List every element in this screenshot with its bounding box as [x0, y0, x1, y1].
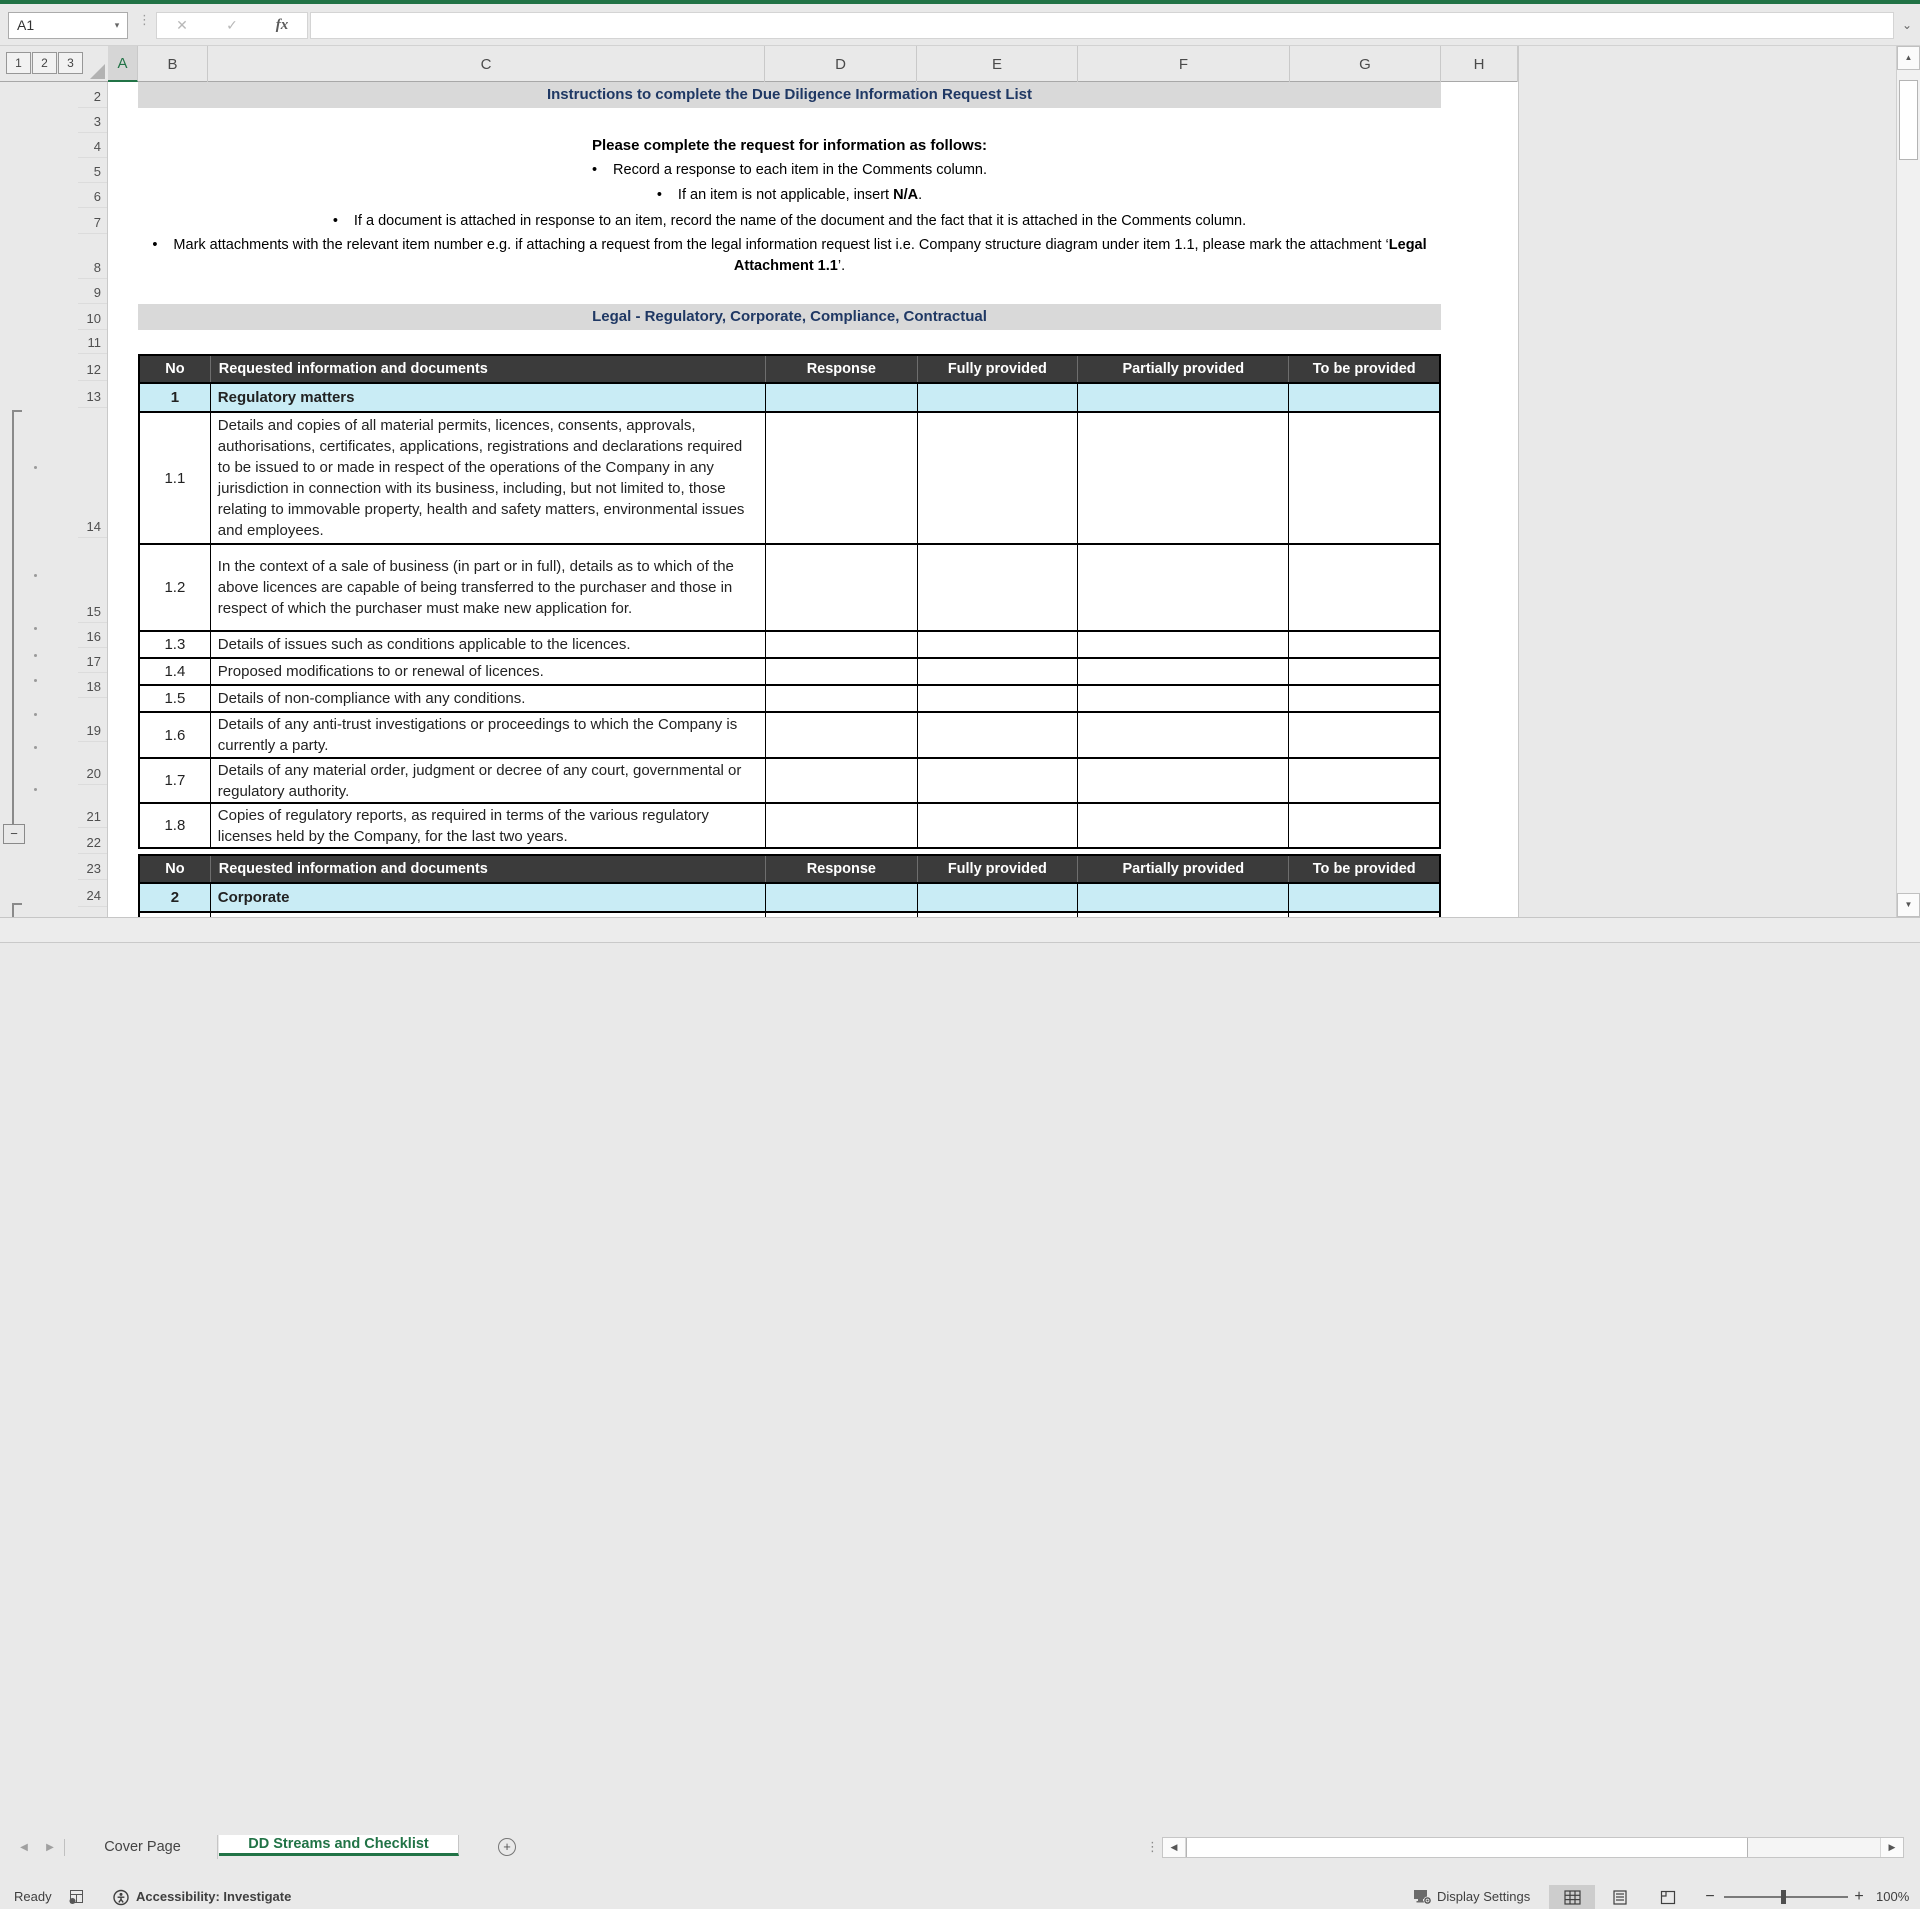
row-group-bracket-partial [12, 903, 22, 917]
legal-section-banner-cell[interactable]: Legal - Regulatory, Corporate, Compliance, Contractual [138, 304, 1441, 330]
row-header-14[interactable]: 14 [78, 408, 107, 538]
header-response[interactable]: Response [765, 356, 917, 382]
intro-heading-cell[interactable]: Please complete the request for information as follows: [591, 137, 988, 154]
item-text: Proposed modifications to or renewal of licences. [210, 659, 765, 684]
scrollbar-resize-handle-icon[interactable]: ⋮ [1146, 1839, 1159, 1854]
response-cell[interactable] [765, 659, 917, 684]
fully-provided-cell[interactable] [917, 413, 1078, 543]
table-row-1.6[interactable] [140, 711, 1439, 757]
enter-icon[interactable]: ✓ [226, 17, 238, 33]
fully-provided-cell[interactable] [917, 632, 1078, 657]
item-text: In the context of a sale of business (in part or in full), details as to which of the above licences are capable of being transferred to the purchaser and those in respect of which the purchaser must make new application for. [210, 545, 765, 630]
outline-row-dot-icon[interactable] [34, 466, 37, 469]
instruction-bullet-1[interactable] [138, 158, 1441, 183]
name-box[interactable]: A1 [8, 12, 128, 39]
empty-canvas-area [1518, 46, 1896, 917]
section-row-regulatory-matters[interactable] [140, 382, 1439, 411]
horizontal-scrollbar-thumb[interactable] [1186, 1838, 1748, 1857]
item-text: Details and copies of all material permits, licences, consents, approvals, authorisations, certificates, applications, registrations and declarations required to be issued to or made in respect of the operations of the Company in any jurisdiction in connection with its business, including, but not limited to, those relating to immovable property, health and safety matters, environmental issues and employees. [210, 413, 765, 543]
dd-table-corporate [138, 854, 1441, 917]
header-partially-provided[interactable]: Partially provided [1077, 356, 1288, 382]
page-layout-view-icon [1612, 1890, 1628, 1905]
zoom-out-icon[interactable]: − [1705, 1888, 1715, 1905]
row-header-21[interactable]: 21 [78, 785, 107, 828]
table-header-row [140, 356, 1439, 382]
table-row-1.2[interactable] [140, 543, 1439, 630]
column-header-H[interactable]: H [1441, 46, 1518, 82]
column-header-D[interactable]: D [765, 46, 917, 82]
table-header-row [140, 856, 1439, 882]
dd-table-legal [138, 354, 1441, 849]
zoom-slider-thumb[interactable] [1781, 1890, 1786, 1904]
empty-cell[interactable] [1288, 884, 1439, 911]
header-to-be-provided[interactable]: To be provided [1288, 856, 1439, 882]
outline-row-dot-icon[interactable] [34, 627, 37, 630]
row-headers [78, 82, 108, 917]
row-header-4[interactable]: 4 [78, 133, 107, 158]
partially-provided-cell[interactable] [1077, 659, 1288, 684]
header-info[interactable]: Requested information and documents [210, 856, 765, 882]
row-header-5[interactable]: 5 [78, 158, 107, 183]
instruction-bullet-3[interactable] [138, 208, 1441, 234]
zoom-slider-track[interactable] [1724, 1896, 1848, 1898]
row-header-17[interactable]: 17 [78, 648, 107, 673]
item-no: 1.6 [164, 726, 186, 744]
item-no: 1.7 [164, 772, 186, 789]
header-info[interactable]: Requested information and documents [210, 356, 765, 382]
fully-provided-cell[interactable] [917, 713, 1078, 757]
table-row-1.8[interactable] [140, 802, 1439, 847]
outline-level-1-button[interactable]: 1 [6, 52, 31, 74]
select-all-icon[interactable] [90, 64, 105, 79]
column-header-E[interactable]: E [917, 46, 1078, 82]
column-header-row [0, 46, 1518, 82]
row-header-2[interactable]: 2 [78, 82, 107, 108]
partially-provided-cell[interactable] [1077, 686, 1288, 711]
accessibility-icon[interactable] [112, 1889, 130, 1906]
response-cell[interactable] [765, 759, 917, 802]
name-box-dropdown-icon[interactable]: ▾ [114, 20, 120, 30]
fully-provided-cell[interactable] [917, 759, 1078, 802]
row-header-12[interactable]: 12 [78, 354, 107, 381]
bullet-text: ’. [837, 258, 846, 274]
empty-cell[interactable] [1077, 884, 1288, 911]
bullet-icon: • [152, 237, 158, 253]
row-header-20[interactable]: 20 [78, 742, 107, 785]
section-no: 1 [170, 389, 180, 406]
partially-provided-cell[interactable] [1077, 632, 1288, 657]
sheet-tab-bar [0, 917, 1920, 1855]
formula-bar-buttons [156, 12, 308, 39]
bullet-icon: • [591, 162, 598, 178]
outline-row-dot-icon[interactable] [34, 746, 37, 749]
instruction-bullet-4[interactable] [138, 233, 1441, 279]
row-header-15[interactable]: 15 [78, 538, 107, 623]
column-header-A[interactable]: A [108, 46, 138, 82]
outline-row-dot-icon[interactable] [34, 713, 37, 716]
view-normal-button[interactable] [1549, 1885, 1595, 1909]
to-be-provided-cell[interactable] [1288, 686, 1439, 711]
fully-provided-cell[interactable] [917, 804, 1078, 847]
row-header-18[interactable]: 18 [78, 673, 107, 698]
to-be-provided-cell[interactable] [1288, 713, 1439, 757]
column-header-C[interactable]: C [208, 46, 765, 82]
cancel-icon[interactable]: ✕ [176, 17, 188, 33]
new-sheet-icon[interactable]: + [498, 1838, 516, 1856]
outline-gutter [0, 82, 78, 917]
row-header-7[interactable]: 7 [78, 208, 107, 234]
response-cell[interactable] [765, 632, 917, 657]
header-no[interactable]: No [165, 361, 185, 377]
empty-cell[interactable] [1077, 384, 1288, 411]
tab-scroll-left-icon[interactable]: ◀ [20, 1842, 28, 1853]
partially-provided-cell[interactable] [1077, 413, 1288, 543]
scroll-left-icon[interactable]: ◀ [1163, 1838, 1186, 1857]
outline-level-3-button[interactable]: 3 [58, 52, 83, 74]
section-row-corporate[interactable] [140, 882, 1439, 911]
section-no: 2 [170, 889, 180, 906]
outline-row-dot-icon[interactable] [34, 574, 37, 577]
bullet-text: Record a response to each item in the Comments column. [613, 162, 988, 178]
outline-level-2-button[interactable]: 2 [32, 52, 57, 74]
view-page-layout-button[interactable] [1597, 1885, 1643, 1909]
to-be-provided-cell[interactable] [1288, 804, 1439, 847]
header-partially-provided[interactable]: Partially provided [1077, 856, 1288, 882]
row-group-bracket [12, 410, 22, 836]
scroll-right-icon[interactable]: ▶ [1880, 1838, 1903, 1857]
vertical-scrollbar[interactable] [1896, 46, 1920, 917]
row-header-13[interactable]: 13 [78, 381, 107, 408]
empty-cell[interactable] [917, 384, 1078, 411]
table-row-1.7[interactable] [140, 757, 1439, 802]
tab-scroll-right-icon[interactable]: ▶ [46, 1842, 54, 1853]
item-no: 1.2 [164, 579, 186, 596]
item-no: 1.4 [164, 663, 186, 680]
worksheet-grid[interactable] [108, 82, 1518, 917]
macro-record-icon[interactable] [68, 1889, 85, 1905]
vertical-scrollbar-thumb[interactable] [1899, 80, 1918, 160]
row-header-9[interactable]: 9 [78, 279, 107, 304]
sheet-tab-dd-streams-and-checklist[interactable]: DD Streams and Checklist [219, 1835, 459, 1856]
fully-provided-cell[interactable] [917, 686, 1078, 711]
row-header-19[interactable]: 19 [78, 698, 107, 742]
empty-cell[interactable] [765, 384, 917, 411]
view-page-break-button[interactable] [1645, 1885, 1691, 1909]
display-settings-label[interactable]: Display Settings [1437, 1889, 1531, 1904]
bullet-text-bold: Legal Attachment 1.1 [733, 237, 1427, 274]
empty-cell[interactable] [917, 884, 1078, 911]
collapse-group-button[interactable]: − [3, 824, 25, 844]
row-header-23[interactable]: 23 [78, 854, 107, 880]
column-header-F[interactable]: F [1078, 46, 1290, 82]
sheet-tab-cover-page[interactable]: Cover Page [68, 1835, 218, 1859]
row-header-6[interactable]: 6 [78, 183, 107, 208]
fully-provided-cell[interactable] [917, 659, 1078, 684]
item-no: 1.8 [164, 817, 186, 834]
column-header-G[interactable]: G [1290, 46, 1441, 82]
row-header-11[interactable]: 11 [78, 330, 107, 354]
zoom-in-icon[interactable]: + [1854, 1888, 1864, 1905]
item-no: 1.5 [164, 690, 186, 707]
empty-cell[interactable] [1288, 384, 1439, 411]
scroll-down-icon[interactable]: ▼ [1897, 893, 1920, 917]
empty-cell[interactable] [765, 884, 917, 911]
item-no: 1.1 [164, 469, 186, 487]
bullet-icon: • [656, 187, 662, 203]
display-settings-icon[interactable] [1413, 1889, 1433, 1906]
column-header-B[interactable]: B [138, 46, 208, 82]
to-be-provided-cell[interactable] [1288, 632, 1439, 657]
outline-row-dot-icon[interactable] [34, 654, 37, 657]
formula-bar-row [0, 4, 1920, 46]
insert-function-icon[interactable]: fx [275, 17, 289, 33]
partially-provided-cell[interactable] [1077, 545, 1288, 630]
to-be-provided-cell[interactable] [1288, 413, 1439, 543]
item-text: Details of any anti-trust investigations or proceedings to which the Company is currently a party. [210, 713, 765, 757]
fully-provided-cell[interactable] [917, 545, 1078, 630]
section-label: Regulatory matters [210, 384, 765, 411]
row-header-3[interactable]: 3 [78, 108, 107, 133]
row-header-16[interactable]: 16 [78, 623, 107, 648]
bullet-text: If a document is attached in response to an item, record the name of the document and the fact that it is attached in the Comments column. [353, 213, 1247, 229]
item-text: Details of non-compliance with any conditions. [210, 686, 765, 711]
instruction-bullet-2[interactable] [138, 183, 1441, 208]
table-row-1.5[interactable] [140, 684, 1439, 711]
table-row-1.1[interactable] [140, 411, 1439, 543]
zoom-level[interactable]: 100% [1876, 1889, 1910, 1904]
row-header-22[interactable]: 22 [78, 828, 107, 854]
table-row-1.4[interactable] [140, 657, 1439, 684]
header-fully-provided[interactable]: Fully provided [917, 356, 1078, 382]
outline-row-dot-icon[interactable] [34, 679, 37, 682]
expand-formula-bar-icon[interactable]: ⌄ [1901, 18, 1913, 32]
row-header-10[interactable]: 10 [78, 304, 107, 330]
to-be-provided-cell[interactable] [1288, 545, 1439, 630]
table-row-1.3[interactable] [140, 630, 1439, 657]
response-cell[interactable] [765, 413, 917, 543]
response-cell[interactable] [765, 686, 917, 711]
partially-provided-cell[interactable] [1077, 713, 1288, 757]
formula-bar-drag-handle-icon[interactable]: ⋮ [138, 12, 151, 27]
section-label: Corporate [210, 884, 765, 911]
horizontal-scrollbar[interactable] [1162, 1837, 1904, 1858]
bullet-text-bold: N/A [893, 187, 919, 203]
to-be-provided-cell[interactable] [1288, 759, 1439, 802]
partially-provided-cell[interactable] [1077, 804, 1288, 847]
partially-provided-cell[interactable] [1077, 759, 1288, 802]
header-fully-provided[interactable]: Fully provided [917, 856, 1078, 882]
to-be-provided-cell[interactable] [1288, 659, 1439, 684]
response-cell[interactable] [765, 804, 917, 847]
bullet-text: . [918, 187, 923, 203]
bullet-text: Mark attachments with the relevant item number e.g. if attaching a request from the legal information request list i.e. Company structure diagram under item 1.1, please mark the attachment ‘ [173, 237, 1389, 253]
accessibility-status[interactable]: Accessibility: Investigate [136, 1889, 292, 1904]
outline-row-dot-icon[interactable] [34, 788, 37, 791]
divider [64, 1839, 65, 1856]
formula-input[interactable] [310, 12, 1894, 39]
item-no: 1.3 [164, 636, 186, 653]
instructions-title-cell[interactable]: Instructions to complete the Due Diligence Information Request List [138, 82, 1441, 108]
row-header-24[interactable]: 24 [78, 880, 107, 907]
header-no[interactable]: No [165, 861, 185, 877]
bullet-icon: • [332, 213, 338, 229]
scroll-up-icon[interactable]: ▲ [1897, 46, 1920, 70]
response-cell[interactable] [765, 713, 917, 757]
page-break-view-icon [1660, 1890, 1676, 1905]
normal-view-icon [1564, 1890, 1581, 1905]
item-text: Copies of regulatory reports, as required in terms of the various regulatory licenses held by the Company, for the last two years. [210, 804, 765, 847]
row-header-8[interactable]: 8 [78, 234, 107, 279]
item-text: Details of issues such as conditions applicable to the licences. [210, 632, 765, 657]
header-to-be-provided[interactable]: To be provided [1288, 356, 1439, 382]
bullet-text: If an item is not applicable, insert [677, 187, 894, 203]
item-text: Details of any material order, judgment or decree of any court, governmental or regulatory authority. [210, 759, 765, 802]
header-response[interactable]: Response [765, 856, 917, 882]
response-cell[interactable] [765, 545, 917, 630]
status-ready-label: Ready [14, 1889, 52, 1904]
